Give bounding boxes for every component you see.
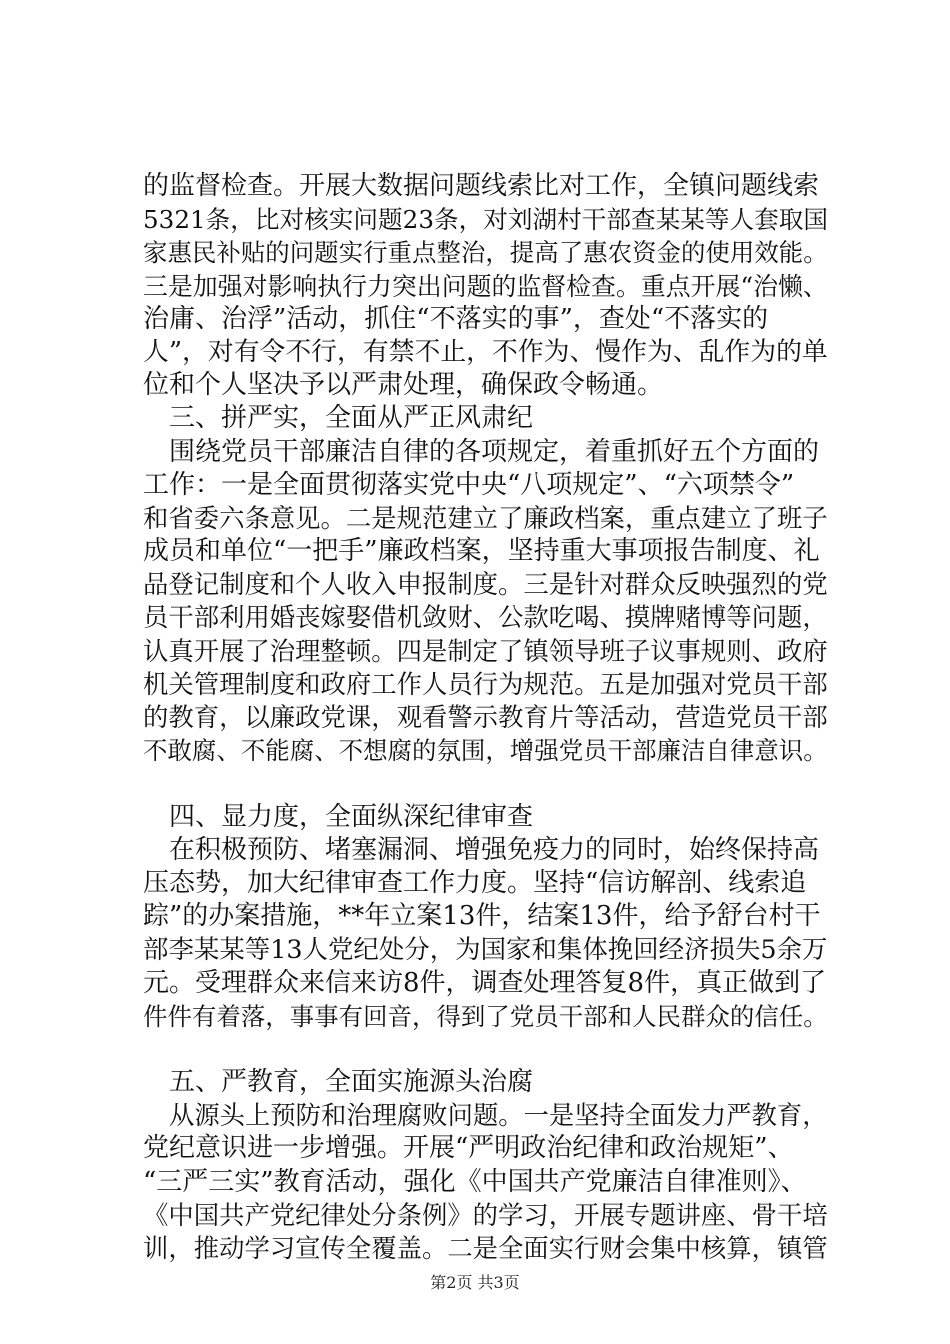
text-line: 从源头上预防和治理腐败问题。一是坚持全面发力严教育， <box>169 1100 828 1131</box>
text-line: 品登记制度和个人收入申报制度。三是针对群众反映强烈的党 <box>143 569 828 600</box>
text-line: 治庸、治浮”活动，抓住“不落实的事”，查处“不落实的 <box>143 303 769 334</box>
text-line: 党纪意识进一步增强。开展“严明政治纪律和政治规矩”、 <box>143 1133 794 1164</box>
text-line: 位和个人坚决予以严肃处理，确保政令畅通。 <box>143 370 664 401</box>
text-line: 5321条，比对核实问题23条，对刘湖村干部查某某等人套取国 <box>143 205 829 235</box>
text-line: 和省委六条意见。二是规范建立了廉政档案，重点建立了班子 <box>143 502 828 533</box>
paragraph-gap <box>143 767 828 800</box>
text-line: 围绕党员干部廉洁自律的各项规定，着重抓好五个方面的 <box>169 436 820 467</box>
text-line: 人”，对有令不行，有禁不止，不作为、慢作为、乱作为的单 <box>143 336 828 367</box>
text-line: 三是加强对影响执行力突出问题的监督检查。重点开展“治懒、 <box>143 271 828 301</box>
text-line: 部李某某等13人党纪处分，为国家和集体挽回经济损失5余万 <box>143 934 828 965</box>
text-line: 家惠民补贴的问题实行重点整治，提高了惠农资金的使用效能。 <box>143 238 828 268</box>
text-line: 员干部利用婚丧嫁娶借机敛财、公款吃喝、摸牌赌博等问题， <box>143 602 828 633</box>
text-line: “三严三实”教育活动，强化《中国共产党廉洁自律准则》、 <box>143 1166 807 1197</box>
text-line: 训，推动学习宣传全覆盖。二是全面实行财会集中核算，镇管 <box>143 1233 828 1263</box>
text-line: 压态势，加大纪律审查工作力度。坚持“信访解剖、线索追 <box>143 867 807 898</box>
section-heading: 三、拼严实，全面从严正风肃纪 <box>169 403 534 434</box>
text-line: 不敢腐、不能腐、不想腐的氛围，增强党员干部廉洁自律意识。 <box>143 736 828 766</box>
text-line: 成员和单位“一把手”廉政档案，坚持重大事项报告制度、礼 <box>143 536 820 567</box>
text-line: 认真开展了治理整顿。四是制定了镇领导班子议事规则、政府 <box>143 635 828 666</box>
page-number-footer: 第2页 共3页 <box>430 1273 520 1292</box>
section-heading: 四、显力度，全面纵深纪律审查 <box>169 801 534 832</box>
text-line: 踪”的办案措施，**年立案13件，结案13件，给予舒台村干 <box>143 901 821 932</box>
section-heading: 五、严教育，全面实施源头治腐 <box>169 1067 534 1098</box>
paragraph-gap <box>143 1033 828 1066</box>
text-line: 机关管理制度和政府工作人员行为规范。五是加强对党员干部 <box>143 668 828 699</box>
text-line: 元。受理群众来信来访8件，调查处理答复8件，真正做到了 <box>143 967 827 998</box>
text-line: 的教育，以廉政党课，观看警示教育片等活动，营造党员干部 <box>143 702 828 732</box>
text-line: 工作：一是全面贯彻落实党中央“八项规定”、“六项禁令” <box>143 469 795 500</box>
text-line: 《中国共产党纪律处分条例》的学习，开展专题讲座、骨干培 <box>143 1199 828 1230</box>
text-line: 件件有着落，事事有回音，得到了党员干部和人民群众的信任。 <box>143 1001 828 1031</box>
text-line: 在积极预防、堵塞漏洞、增强免疫力的同时，始终保持高 <box>169 834 820 865</box>
text-line: 的监督检查。开展大数据问题线索比对工作，全镇问题线索 <box>143 171 820 201</box>
document-body <box>143 170 828 1265</box>
